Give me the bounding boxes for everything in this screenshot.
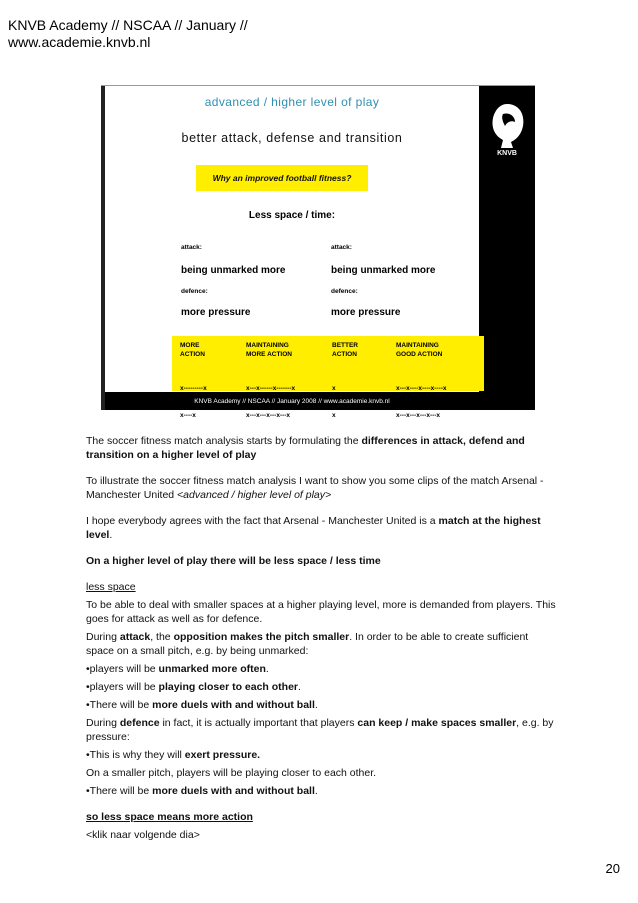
marks-col3-a: x	[332, 385, 336, 392]
slide-footer	[105, 392, 479, 410]
p3-bold: match at the highest level	[86, 515, 541, 541]
l2-c: , the	[150, 631, 174, 643]
bullet-duels-2	[86, 784, 556, 798]
b4-a: •This is why they will	[86, 749, 185, 761]
bullet-closer	[86, 680, 556, 694]
b3-c: .	[314, 699, 318, 711]
logo-text: KNVB	[497, 150, 517, 156]
better-action-heading	[332, 341, 358, 359]
l2-e: . In order to be able to create sufficient space on a small pitch, e.g. by being unmarked:	[86, 631, 529, 657]
p1-bold: differences in attack, defend and transition on a higher level of play	[86, 435, 525, 461]
paragraph-illustrate	[86, 474, 556, 502]
marks-col3-b: x	[332, 412, 336, 419]
line-smaller-spaces: To be able to deal with smaller spaces at a higher playing level, more is demanded from players. This goes for attack as well as for defence.	[86, 599, 556, 625]
b2-b: playing closer to each other	[158, 681, 298, 693]
maintaining-good-line2: GOOD ACTION	[396, 351, 443, 358]
line-during-defence	[86, 716, 556, 744]
marks-col4-a: x---x----x----x----x	[396, 385, 447, 392]
b1-a: •players will be	[86, 663, 159, 675]
header-url: www.academie.knvb.nl	[8, 34, 151, 50]
more-action-line2: ACTION	[180, 351, 205, 358]
right-defence-value: more pressure	[331, 307, 401, 318]
marks-col1-b: x----x	[180, 412, 196, 419]
slide-logo-bar	[479, 86, 535, 410]
less-space-subheading: less space	[86, 581, 136, 593]
left-defence-label: defence:	[181, 288, 208, 295]
marks-col2-a: x---x------x-------x	[246, 385, 296, 392]
b5-a: •There will be	[86, 785, 153, 797]
notes-body	[86, 434, 556, 842]
left-defence-value: more pressure	[181, 307, 251, 318]
b3-b: more duels with and without ball	[152, 699, 315, 711]
b5-b: more duels with and without ball	[152, 785, 315, 797]
l3-b: defence	[119, 717, 160, 729]
l3-a: During	[86, 717, 120, 729]
paragraph-agree	[86, 514, 556, 542]
b4-b: exert pressure.	[184, 749, 261, 761]
p4-bold: On a higher level of play there will be less space / less time	[86, 555, 381, 567]
b2-c: .	[298, 681, 301, 693]
page-header	[8, 17, 248, 51]
left-attack-label: attack:	[181, 244, 202, 251]
slide-footer-text: KNVB Academy // NSCAA // January 2008 // www.academie.knvb.nl	[194, 397, 390, 405]
slide-question: Why an improved football fitness?	[212, 173, 352, 183]
next-slide-note: <klik naar volgende dia>	[86, 829, 200, 841]
b1-c: .	[265, 663, 269, 675]
p2-italic: <advanced / higher level of play>	[177, 489, 332, 501]
more-action-heading	[180, 341, 205, 359]
left-column	[181, 244, 285, 318]
maintaining-more-line2: MORE ACTION	[246, 351, 292, 358]
b5-c: .	[314, 785, 318, 797]
p3-end: .	[109, 529, 113, 541]
conclusion-bold: so less space means more action	[86, 811, 253, 823]
slide-subtitle: better attack, defense and transition	[181, 131, 403, 145]
conclusion	[86, 810, 556, 824]
maintaining-more-action-heading	[246, 341, 292, 359]
l2-d: opposition makes the pitch smaller	[173, 631, 350, 643]
maintaining-more-line1: MAINTAINING	[246, 342, 289, 349]
marks-col4-b: x---x---x---x---x	[396, 412, 441, 419]
line-smaller-pitch: On a smaller pitch, players will be playing closer to each other.	[86, 767, 377, 779]
more-action-line1: MORE	[180, 342, 200, 349]
b2-a: •players will be	[86, 681, 159, 693]
bullet-duels-1	[86, 698, 556, 712]
paragraph-differences	[86, 434, 556, 462]
right-defence-label: defence:	[331, 288, 358, 295]
marks-col2-b: x---x---x---x---x	[246, 412, 291, 419]
right-column	[331, 244, 435, 318]
l3-d: can keep / make spaces smaller	[357, 717, 517, 729]
page-number: 20	[605, 861, 620, 876]
right-attack-label: attack:	[331, 244, 352, 251]
p2-text: To illustrate the soccer fitness match analysis I want to show you some clips of the match Arsenal - Manchester United	[86, 475, 544, 501]
maintaining-good-line1: MAINTAINING	[396, 342, 439, 349]
header-line-1: KNVB Academy // NSCAA // January //	[8, 17, 248, 33]
knvb-lion-logo-icon	[485, 100, 529, 156]
paragraph-higher-level	[86, 554, 556, 568]
p1-text: The soccer fitness match analysis starts by formulating the	[86, 435, 362, 447]
better-action-line2: ACTION	[332, 351, 357, 358]
b1-b: unmarked more often	[158, 663, 266, 675]
l3-e: , e.g. by pressure:	[86, 717, 554, 743]
left-attack-value: being unmarked more	[181, 265, 286, 276]
l2-a: During	[86, 631, 120, 643]
b3-a: •There will be	[86, 699, 153, 711]
l2-b: attack	[119, 631, 151, 643]
slide-title: advanced / higher level of play	[204, 95, 380, 109]
less-space-heading: Less space / time:	[248, 210, 336, 221]
slide-question-box	[196, 165, 368, 191]
maintaining-good-action-heading	[396, 341, 442, 359]
line-during-attack	[86, 630, 556, 658]
l3-c: in fact, it is actually important that players	[159, 717, 358, 729]
bullet-pressure	[86, 748, 556, 762]
bullet-unmarked	[86, 662, 556, 676]
right-attack-value: being unmarked more	[331, 265, 436, 276]
p3-text: I hope everybody agrees with the fact that Arsenal - Manchester United is a	[86, 515, 439, 527]
slide-image	[101, 85, 535, 419]
better-action-line1: BETTER	[332, 342, 358, 349]
marks-col1-a: x---------x	[180, 385, 207, 392]
